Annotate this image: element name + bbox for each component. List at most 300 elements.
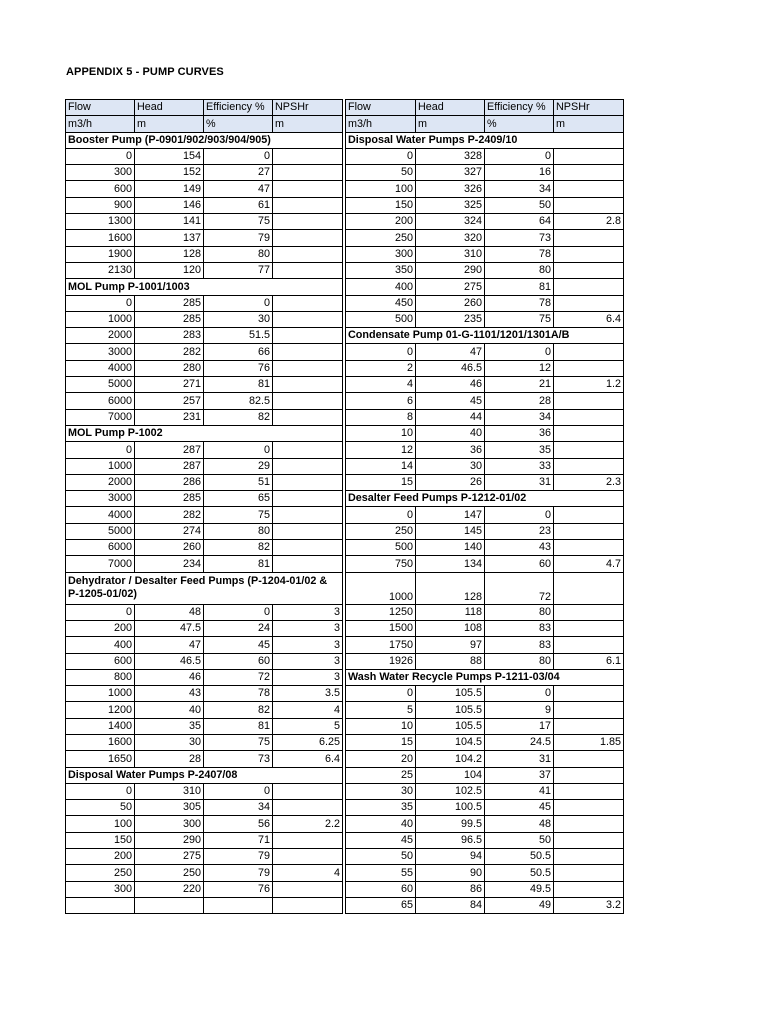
- cell-efficiency: 47: [204, 181, 273, 197]
- cell-npshr: [273, 800, 343, 816]
- header-row-labels: [346, 100, 624, 116]
- table-row: [66, 849, 343, 865]
- section-title: Condensate Pump 01-G-1101/1201/1301A/B: [346, 328, 624, 344]
- cell-npshr: [554, 344, 624, 360]
- table-row: [66, 800, 343, 816]
- table-row: [346, 686, 624, 702]
- cell-npshr: [554, 181, 624, 197]
- cell-npshr: [554, 702, 624, 718]
- table-row: [66, 718, 343, 734]
- cell-npshr: 2.8: [554, 214, 624, 230]
- cell-efficiency: 60: [204, 653, 273, 669]
- table-row: [66, 344, 343, 360]
- cell-npshr: [554, 686, 624, 702]
- cell-efficiency: 81: [485, 279, 554, 295]
- cell-npshr: [554, 865, 624, 881]
- cell-head: 120: [135, 262, 204, 278]
- header-row-units: [346, 116, 624, 132]
- cell-efficiency: 79: [204, 865, 273, 881]
- section-title: Desalter Feed Pumps P-1212-01/02: [346, 491, 624, 507]
- cell-head: 134: [416, 556, 485, 572]
- table-row: [346, 718, 624, 734]
- cell-efficiency: 0: [485, 148, 554, 164]
- cell-efficiency: 78: [485, 295, 554, 311]
- cell-efficiency: 33: [485, 458, 554, 474]
- cell-flow: 300: [66, 165, 135, 181]
- cell-efficiency: 65: [204, 491, 273, 507]
- cell-npshr: [273, 491, 343, 507]
- section-title: Booster Pump (P-0901/902/903/904/905): [66, 132, 343, 148]
- table-row: [66, 686, 343, 702]
- table-row: [346, 523, 624, 539]
- cell-efficiency: 81: [204, 377, 273, 393]
- table-row: [66, 214, 343, 230]
- cell-efficiency: 79: [204, 849, 273, 865]
- cell-head: 282: [135, 507, 204, 523]
- section-title: Wash Water Recycle Pumps P-1211-03/04: [346, 669, 624, 685]
- header-flow: Flow: [346, 100, 416, 116]
- cell-head: 30: [135, 734, 204, 750]
- cell-head: 47.5: [135, 620, 204, 636]
- cell-flow: 10: [346, 718, 416, 734]
- section-title: MOL Pump P-1002: [66, 425, 343, 441]
- cell-efficiency: 82: [204, 702, 273, 718]
- cell-npshr: 4.7: [554, 556, 624, 572]
- cell-npshr: 3: [273, 620, 343, 636]
- cell-efficiency: 79: [204, 230, 273, 246]
- cell-npshr: 2.3: [554, 474, 624, 490]
- cell-efficiency: 35: [485, 442, 554, 458]
- cell-npshr: [554, 246, 624, 262]
- cell-head: 260: [135, 540, 204, 556]
- cell-flow: 55: [346, 865, 416, 881]
- cell-efficiency: 75: [204, 214, 273, 230]
- cell-flow: 900: [66, 197, 135, 213]
- cell-npshr: [554, 507, 624, 523]
- cell-npshr: [273, 832, 343, 848]
- cell-head: 280: [135, 360, 204, 376]
- table-row: [66, 377, 343, 393]
- cell-efficiency: 12: [485, 360, 554, 376]
- cell-efficiency: 24.5: [485, 734, 554, 750]
- cell-flow: 40: [346, 816, 416, 832]
- cell-efficiency: 34: [485, 409, 554, 425]
- cell-head: 257: [135, 393, 204, 409]
- cell-flow: 0: [66, 148, 135, 164]
- cell-flow: 600: [66, 653, 135, 669]
- cell-npshr: [554, 165, 624, 181]
- cell-head: 220: [135, 881, 204, 897]
- cell-efficiency: 75: [204, 734, 273, 750]
- cell-flow: 1926: [346, 653, 416, 669]
- table-row: [66, 393, 343, 409]
- cell-npshr: [554, 230, 624, 246]
- cell-npshr: [554, 442, 624, 458]
- cell-flow: 6000: [66, 540, 135, 556]
- cell-flow: 50: [66, 800, 135, 816]
- cell-npshr: [273, 540, 343, 556]
- table-row: [346, 474, 624, 490]
- cell-head: 128: [135, 246, 204, 262]
- cell-head: 290: [135, 832, 204, 848]
- table-row: [66, 246, 343, 262]
- table-row: [346, 262, 624, 278]
- table-row: [66, 409, 343, 425]
- cell-efficiency: 50: [485, 197, 554, 213]
- cell-flow: 2000: [66, 328, 135, 344]
- header-efficiency: Efficiency %: [204, 100, 273, 116]
- cell-head: 310: [135, 783, 204, 799]
- cell-efficiency: 0: [204, 442, 273, 458]
- cell-efficiency: 51.5: [204, 328, 273, 344]
- cell-npshr: [273, 181, 343, 197]
- table-row: [66, 734, 343, 750]
- cell-npshr: [554, 360, 624, 376]
- cell-efficiency: 82: [204, 540, 273, 556]
- cell-efficiency: 72: [204, 669, 273, 685]
- cell-head: 104: [416, 767, 485, 783]
- table-row: [66, 556, 343, 572]
- header-row-units: [66, 116, 343, 132]
- cell-npshr: [273, 523, 343, 539]
- cell-efficiency: 80: [485, 262, 554, 278]
- cell-head: 43: [135, 686, 204, 702]
- header-head: Head: [135, 100, 204, 116]
- cell-efficiency: 51: [204, 474, 273, 490]
- cell-efficiency: 49: [485, 897, 554, 913]
- cell-efficiency: 83: [485, 637, 554, 653]
- cell-efficiency: 81: [204, 718, 273, 734]
- cell-head: 154: [135, 148, 204, 164]
- cell-efficiency: 0: [485, 507, 554, 523]
- cell-flow: 300: [66, 881, 135, 897]
- cell-flow: 1400: [66, 718, 135, 734]
- cell-efficiency: 0: [204, 604, 273, 620]
- table-row: [66, 816, 343, 832]
- cell-efficiency: 78: [204, 686, 273, 702]
- cell-flow: 35: [346, 800, 416, 816]
- cell-efficiency: 28: [485, 393, 554, 409]
- cell-efficiency: 80: [204, 246, 273, 262]
- cell-efficiency: 76: [204, 360, 273, 376]
- cell-npshr: 6.25: [273, 734, 343, 750]
- section-title: MOL Pump P-1001/1003: [66, 279, 343, 295]
- cell-npshr: [554, 718, 624, 734]
- cell-head: 290: [416, 262, 485, 278]
- cell-npshr: 3: [273, 653, 343, 669]
- cell-head: 46: [135, 669, 204, 685]
- table-row: [66, 230, 343, 246]
- cell-efficiency: [204, 897, 273, 913]
- cell-efficiency: 41: [485, 783, 554, 799]
- table-row: [346, 393, 624, 409]
- cell-npshr: 3.2: [554, 897, 624, 913]
- cell-npshr: [554, 295, 624, 311]
- cell-npshr: 4: [273, 702, 343, 718]
- cell-flow: 50: [346, 849, 416, 865]
- cell-flow: 14: [346, 458, 416, 474]
- cell-head: 35: [135, 718, 204, 734]
- header-flow: Flow: [66, 100, 135, 116]
- cell-flow: 200: [66, 620, 135, 636]
- table-row: [346, 816, 624, 832]
- cell-flow: 1750: [346, 637, 416, 653]
- table-row: [346, 734, 624, 750]
- cell-efficiency: 0: [204, 295, 273, 311]
- cell-head: 45: [416, 393, 485, 409]
- cell-npshr: [273, 165, 343, 181]
- section-title: Disposal Water Pumps P-2407/08: [66, 767, 343, 783]
- cell-efficiency: 0: [485, 344, 554, 360]
- cell-efficiency: 17: [485, 718, 554, 734]
- cell-flow: 5000: [66, 377, 135, 393]
- cell-flow: 0: [346, 148, 416, 164]
- cell-npshr: [273, 246, 343, 262]
- cell-head: 26: [416, 474, 485, 490]
- table-row: [346, 360, 624, 376]
- table-row: [346, 409, 624, 425]
- cell-flow: 0: [346, 686, 416, 702]
- cell-head: 105.5: [416, 702, 485, 718]
- cell-head: 287: [135, 442, 204, 458]
- table-row: [66, 783, 343, 799]
- table-row: [346, 702, 624, 718]
- cell-flow: 500: [346, 311, 416, 327]
- cell-npshr: [273, 474, 343, 490]
- table-row: [346, 865, 624, 881]
- cell-flow: 1600: [66, 734, 135, 750]
- cell-npshr: 3: [273, 637, 343, 653]
- cell-flow: 15: [346, 734, 416, 750]
- table-row: [346, 604, 624, 620]
- cell-head: 88: [416, 653, 485, 669]
- table-row: [346, 197, 624, 213]
- table-row: [66, 295, 343, 311]
- cell-head: 146: [135, 197, 204, 213]
- cell-efficiency: 45: [485, 800, 554, 816]
- cell-head: 274: [135, 523, 204, 539]
- cell-npshr: [554, 751, 624, 767]
- table-row: [66, 751, 343, 767]
- cell-efficiency: 78: [485, 246, 554, 262]
- cell-flow: 500: [346, 540, 416, 556]
- unit-efficiency: %: [485, 116, 554, 132]
- table-row: [346, 572, 624, 604]
- table-row: [346, 279, 624, 295]
- header-efficiency: Efficiency %: [485, 100, 554, 116]
- cell-efficiency: 81: [204, 556, 273, 572]
- cell-efficiency: 45: [204, 637, 273, 653]
- cell-npshr: [554, 523, 624, 539]
- unit-flow: m3/h: [66, 116, 135, 132]
- cell-flow: 1200: [66, 702, 135, 718]
- cell-npshr: 3: [273, 669, 343, 685]
- cell-npshr: 1.85: [554, 734, 624, 750]
- cell-head: 300: [135, 816, 204, 832]
- table-row: [346, 653, 624, 669]
- cell-flow: 350: [346, 262, 416, 278]
- table-row: [346, 767, 624, 783]
- header-npshr: NPSHr: [273, 100, 343, 116]
- cell-efficiency: 71: [204, 832, 273, 848]
- table-row: [66, 620, 343, 636]
- cell-flow: 1900: [66, 246, 135, 262]
- cell-npshr: [273, 295, 343, 311]
- cell-efficiency: 73: [204, 751, 273, 767]
- table-row: [346, 344, 624, 360]
- unit-npshr: m: [554, 116, 624, 132]
- cell-head: 310: [416, 246, 485, 262]
- table-row: [346, 507, 624, 523]
- cell-flow: 1000: [66, 686, 135, 702]
- cell-efficiency: 16: [485, 165, 554, 181]
- cell-npshr: [554, 425, 624, 441]
- cell-npshr: [273, 344, 343, 360]
- cell-npshr: 6.4: [273, 751, 343, 767]
- cell-efficiency: 50: [485, 832, 554, 848]
- cell-flow: 3000: [66, 491, 135, 507]
- cell-flow: 20: [346, 751, 416, 767]
- cell-head: 47: [416, 344, 485, 360]
- cell-efficiency: 80: [485, 604, 554, 620]
- cell-head: 140: [416, 540, 485, 556]
- unit-efficiency: %: [204, 116, 273, 132]
- table-row: [346, 214, 624, 230]
- cell-head: 305: [135, 800, 204, 816]
- cell-efficiency: 77: [204, 262, 273, 278]
- cell-efficiency: 23: [485, 523, 554, 539]
- cell-npshr: [273, 360, 343, 376]
- cell-efficiency: 0: [485, 686, 554, 702]
- cell-npshr: [554, 262, 624, 278]
- cell-efficiency: 0: [204, 148, 273, 164]
- table-row: [346, 832, 624, 848]
- cell-npshr: [554, 458, 624, 474]
- section-title: Disposal Water Pumps P-2409/10: [346, 132, 624, 148]
- cell-efficiency: 36: [485, 425, 554, 441]
- section-title: Dehydrator / Desalter Feed Pumps (P-1204-01/02 & P-1205-01/02): [66, 572, 343, 604]
- cell-flow: 1000: [346, 572, 416, 604]
- cell-flow: 300: [346, 246, 416, 262]
- table-row: [66, 197, 343, 213]
- cell-npshr: 6.4: [554, 311, 624, 327]
- table-row: [66, 311, 343, 327]
- cell-efficiency: 66: [204, 344, 273, 360]
- cell-flow: 400: [66, 637, 135, 653]
- cell-npshr: 3: [273, 604, 343, 620]
- cell-flow: 1300: [66, 214, 135, 230]
- table-row: [346, 800, 624, 816]
- cell-flow: 15: [346, 474, 416, 490]
- cell-efficiency: 21: [485, 377, 554, 393]
- cell-npshr: [554, 816, 624, 832]
- cell-npshr: 4: [273, 865, 343, 881]
- cell-flow: 100: [66, 816, 135, 832]
- cell-head: 94: [416, 849, 485, 865]
- cell-flow: 0: [66, 604, 135, 620]
- header-npshr: NPSHr: [554, 100, 624, 116]
- cell-head: 48: [135, 604, 204, 620]
- cell-flow: 1650: [66, 751, 135, 767]
- cell-flow: 250: [346, 230, 416, 246]
- cell-head: 84: [416, 897, 485, 913]
- cell-efficiency: 31: [485, 751, 554, 767]
- cell-flow: 65: [346, 897, 416, 913]
- cell-npshr: [554, 393, 624, 409]
- cell-head: 28: [135, 751, 204, 767]
- cell-head: 86: [416, 881, 485, 897]
- cell-flow: 8: [346, 409, 416, 425]
- cell-efficiency: 60: [485, 556, 554, 572]
- table-row: [346, 751, 624, 767]
- cell-efficiency: 34: [485, 181, 554, 197]
- table-row: [346, 295, 624, 311]
- cell-head: 100.5: [416, 800, 485, 816]
- cell-flow: 250: [346, 523, 416, 539]
- unit-head: m: [135, 116, 204, 132]
- cell-flow: 1600: [66, 230, 135, 246]
- cell-flow: 30: [346, 783, 416, 799]
- table-row: [346, 377, 624, 393]
- section-title-row: [66, 279, 343, 295]
- table-row: [66, 669, 343, 685]
- cell-head: 250: [135, 865, 204, 881]
- cell-npshr: [554, 148, 624, 164]
- table-row: [66, 832, 343, 848]
- table-row: [346, 246, 624, 262]
- table-row: [346, 637, 624, 653]
- cell-flow: 2000: [66, 474, 135, 490]
- cell-efficiency: 56: [204, 816, 273, 832]
- table-row: [66, 507, 343, 523]
- cell-head: 231: [135, 409, 204, 425]
- table-row: [66, 328, 343, 344]
- page-title: APPENDIX 5 - PUMP CURVES: [66, 66, 224, 78]
- cell-efficiency: 82.5: [204, 393, 273, 409]
- header-row-labels: [66, 100, 343, 116]
- cell-efficiency: 75: [204, 507, 273, 523]
- cell-flow: 1000: [66, 311, 135, 327]
- cell-efficiency: 50.5: [485, 849, 554, 865]
- cell-npshr: [273, 393, 343, 409]
- table-row: [66, 474, 343, 490]
- cell-npshr: [554, 881, 624, 897]
- cell-head: 286: [135, 474, 204, 490]
- cell-head: 328: [416, 148, 485, 164]
- table-row: [66, 897, 343, 913]
- cell-head: 90: [416, 865, 485, 881]
- table-row: [346, 425, 624, 441]
- cell-head: 36: [416, 442, 485, 458]
- cell-head: 285: [135, 491, 204, 507]
- cell-flow: 800: [66, 669, 135, 685]
- table-row: [66, 604, 343, 620]
- cell-flow: 200: [66, 849, 135, 865]
- table-row: [66, 702, 343, 718]
- cell-head: 99.5: [416, 816, 485, 832]
- cell-npshr: [554, 572, 624, 604]
- section-title-row: [66, 767, 343, 783]
- unit-head: m: [416, 116, 485, 132]
- cell-head: 108: [416, 620, 485, 636]
- cell-head: 47: [135, 637, 204, 653]
- table-row: [66, 865, 343, 881]
- cell-efficiency: 24: [204, 620, 273, 636]
- cell-npshr: [273, 556, 343, 572]
- cell-npshr: [273, 197, 343, 213]
- cell-npshr: [554, 409, 624, 425]
- cell-npshr: [273, 262, 343, 278]
